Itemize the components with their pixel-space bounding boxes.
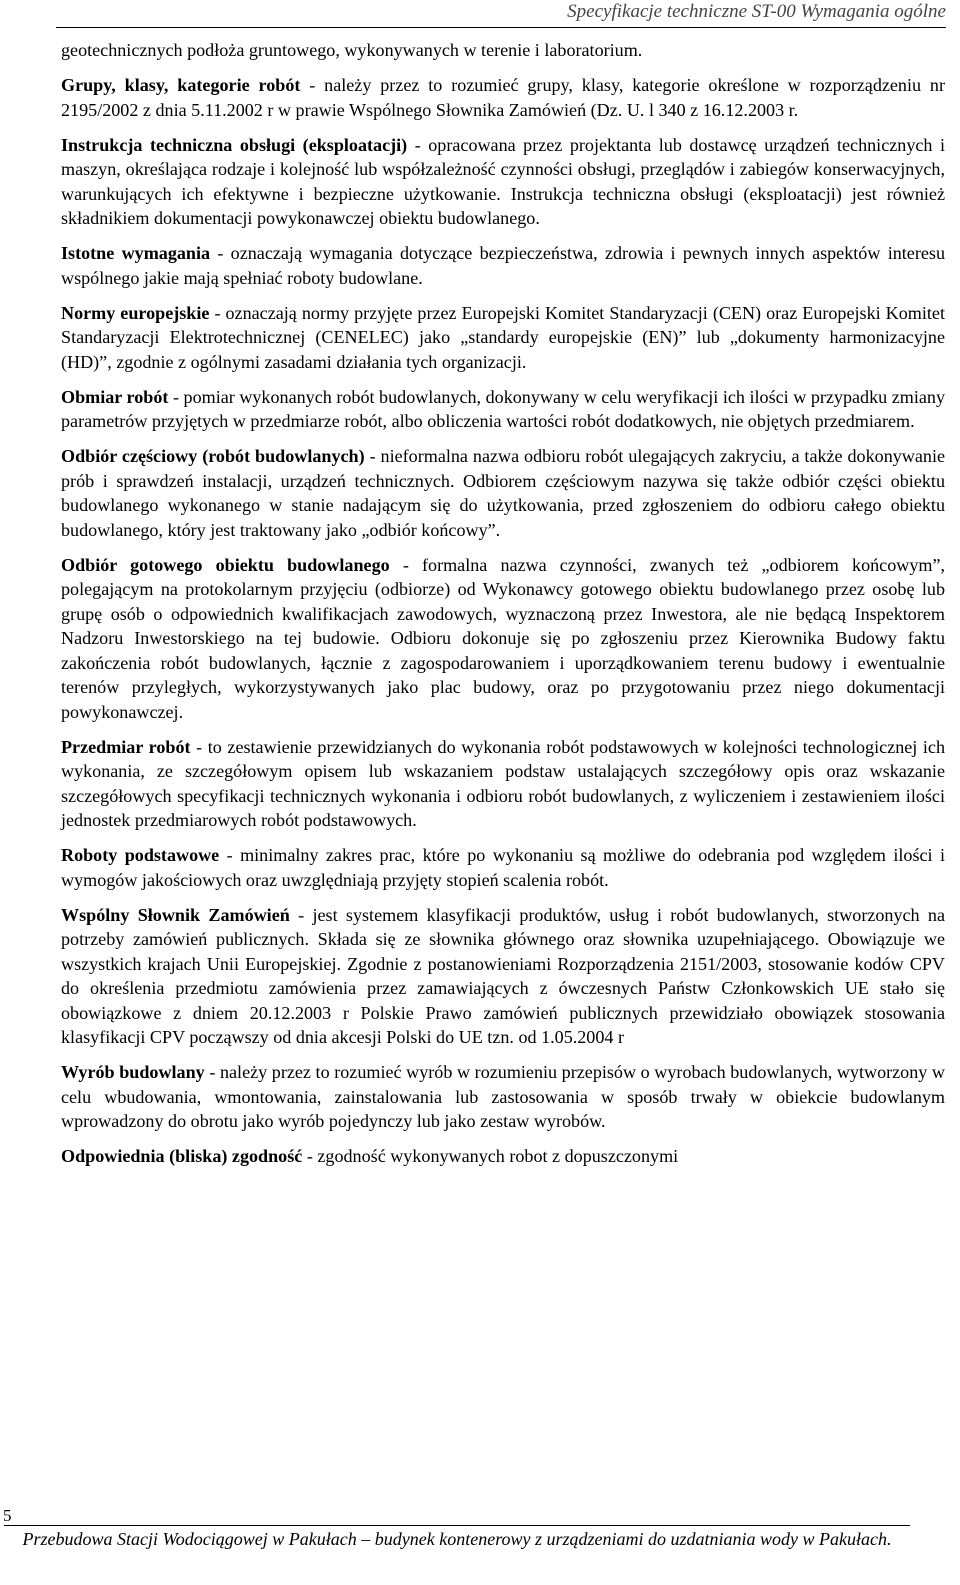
definition-paragraph [61, 1060, 945, 1134]
definition-paragraph [61, 241, 945, 290]
definition-term: Grupy, klasy, kategorie robót [61, 75, 301, 95]
page-header [56, 0, 946, 28]
definition-term: Odbiór częściowy (robót budowlanych) [61, 446, 365, 466]
definition-text: - oznaczają normy przyjęte przez Europejski Komitet Standaryzacji (CEN) oraz Europejski Komitet Standaryzacji Elektrotechnicznej (CENELEC) jako „standardy europejskie (EN)” lub „dokumenty harmonizacyjne (HD)”, zgodnie z ogólnymi zasadami działania tych organizacji. [61, 302, 945, 372]
definition-text: - zgodność wykonywanych robot z dopuszczonymi [302, 1146, 679, 1166]
definition-paragraph [61, 1144, 945, 1169]
definition-text: - minimalny zakres prac, które po wykonaniu są możliwe do odebrania pod względem ilości i wymogów jakościowych oraz uwzględniają przyjęty stopień scalenia robót. [61, 845, 945, 890]
definition-paragraph [61, 553, 945, 725]
definition-term: Normy europejskie [61, 302, 210, 323]
definition-term: Wspólny Słownik Zamówień [61, 904, 290, 925]
definition-paragraph [61, 903, 945, 1050]
definition-term: Roboty podstawowe [61, 845, 220, 865]
definition-text: - nieformalna nazwa odbioru robót ulegających zakryciu, a także dokonywanie prób i sprawdzeń instalacji, urządzeń technicznych. Odbiorem częściowym nazywa się także odbiór części obiektu budowlanego wykonanego w stanie nadającym się do użytkowania, przed zgłoszeniem do odbioru całego obiektu budowlanego, który jest traktowany jako „odbiór końcowy”. [61, 446, 945, 540]
definition-text: - to zestawienie przewidzianych do wykonania robót podstawowych w kolejności technologicznej ich wykonania, ze szczegółowym opisem lub wskazaniem podstaw ustalających szczegółowy opis oraz wskazanie szczegółowych specyfikacji technicznych wykonania i odbioru robót budowlanych, z wyliczeniem i zestawieniem ilości jednostek przedmiarowych robót podstawowych. [61, 736, 945, 830]
definition-text: - oznaczają wymagania dotyczące bezpieczeństwa, zdrowia i pewnych innych aspektów interesu wspólnego jakie mają spełniać roboty budowlane. [61, 243, 945, 288]
definition-term: Przedmiar robót [61, 736, 191, 757]
paragraph-continuation [61, 38, 945, 63]
definition-term: Wyrób budowlany [61, 1062, 205, 1082]
definition-term: Odpowiednia (bliska) zgodność [61, 1146, 303, 1166]
footer-divider [4, 1525, 910, 1526]
definition-term: Odbiór gotowego obiektu budowlanego [61, 554, 390, 575]
definition-paragraph [61, 385, 945, 434]
definition-text: - formalna nazwa czynności, zwanych też „odbiorem końcowym”, polegającym na protokolarnym przyjęciu (odbiorze) od Wykonawcy gotowego obiektu budowlanego przez osobę lub grupę osób o odpowiednich kwalifikacjach zawodowych, wyznaczoną przez Inwestora, ale nie będącą Inspektorem Nadzoru Inwestorskiego na tej budowie. Odbioru dokonuje się po zgłoszeniu przez Kierownika Budowy faktu zakończenia robót budowlanych, łącznie z zagospodarowaniem i uporządkowaniem terenu budowy i ewentualnie terenów przyległych, wykorzystywanych jako plac budowy, oraz po przygotowaniu przez niego dokumentacji powykonawczej. [61, 554, 945, 722]
definition-paragraph [61, 843, 945, 892]
page-number: 5 [3, 1506, 12, 1525]
definition-paragraph [61, 133, 945, 231]
definition-text: - jest systemem klasyfikacji produktów, usług i robót budowlanych, stworzonych na potrzeby zamówień publicznych. Składa się ze słownika głównego oraz słownika uzupełniającego. Obowiązuje we wszystkich krajach Unii Europejskiej. Zgodnie z postanowieniami Rozporządzenia 2151/2003, stosowanie kodów CPV do określenia przedmiotu zamówienia przez zamawiających z ówczesnych Państw Członkowskich UE stało się obowiązkowe z dniem 20.12.2003 r Polskie Prawo zamówień publicznych przewidziało obowiązek stosowania klasyfikacji CPV począwszy od dnia akcesji Polski do UE tzn. od 1.05.2004 r [61, 904, 945, 1047]
definition-paragraph [61, 444, 945, 542]
definition-term: Instrukcja techniczna obsługi (eksploatacji) [61, 134, 408, 155]
footer-text: Przebudowa Stacji Wodociągowej w Pakułach – budynek kontenerowy z urządzeniami do uzdatniania wody w Pakułach. [22, 1529, 892, 1549]
definition-paragraph [61, 735, 945, 833]
document-body [61, 38, 945, 1179]
definition-term: Istotne wymagania [61, 243, 211, 263]
definition-text: - pomiar wykonanych robót budowlanych, dokonywany w celu weryfikacji ich ilości w przypadku zmiany parametrów przyjętych w przedmiarze robót, albo obliczenia wartości robót dodatkowych, nie objętych przedmiarem. [61, 386, 945, 431]
definition-paragraph [61, 73, 945, 122]
definition-text: - należy przez to rozumieć wyrób w rozumieniu przepisów o wyrobach budowlanych, wytworzony w celu wbudowania, wmontowania, zainstalowania lub zastosowania w sposób trwały w obiekcie budowlanym wprowadzony do obrotu jako wyrób pojedynczy lub jako zestaw wyrobów. [61, 1062, 945, 1131]
definition-text: - opracowana przez projektanta lub dostawcę urządzeń technicznych i maszyn, określająca rodzaje i kolejność lub współzależność czynności obsługi, przeglądów i zabiegów konserwacyjnych, warunkujących ich efektywne i bezpieczne użytkowanie. Instrukcja techniczna obsługi (eksploatacji) jest również składnikiem dokumentacji powykonawczej obiektu budowlanego. [61, 134, 945, 228]
definition-term: Obmiar robót [61, 386, 169, 407]
definition-text: - należy przez to rozumieć grupy, klasy, kategorie określone w rozporządzeniu nr 2195/2002 z dnia 5.11.2002 r w prawie Wspólnego Słownika Zamówień (Dz. U. l 340 z 16.12.2003 r. [61, 75, 945, 120]
definition-text: geotechnicznych podłoża gruntowego, wykonywanych w terenie i laboratorium. [61, 40, 643, 60]
definition-paragraph [61, 301, 945, 375]
header-title: Specyfikacje techniczne ST-00 Wymagania ogólne [567, 1, 946, 22]
